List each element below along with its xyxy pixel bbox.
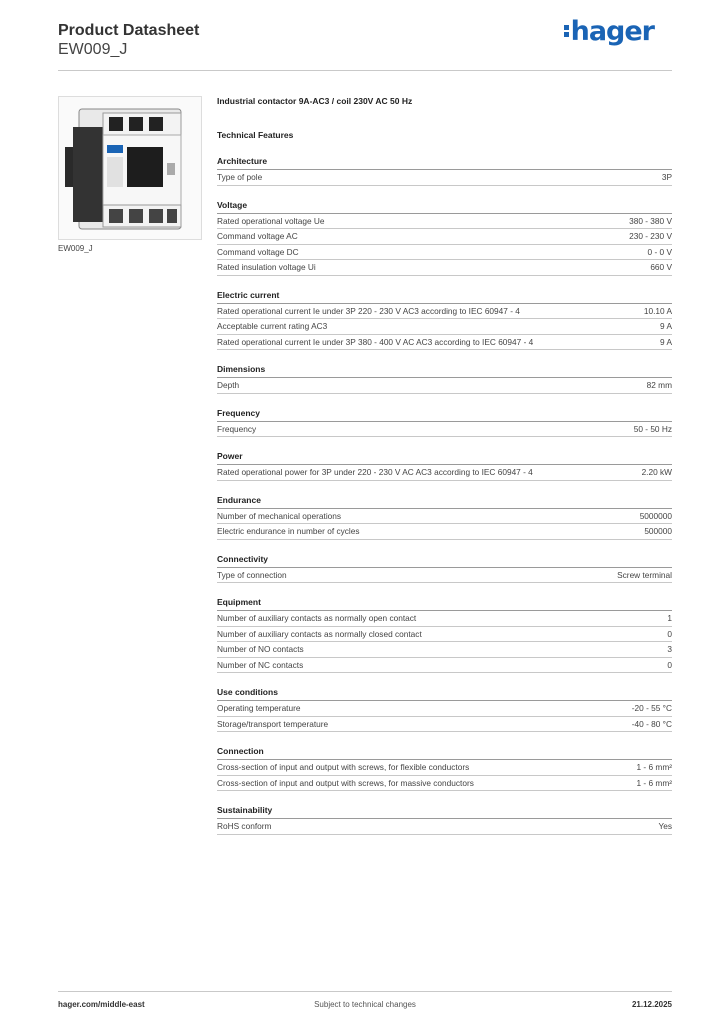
spec-label: Type of connection xyxy=(217,569,287,580)
spec-label: Cross-section of input and output with screws, for massive conductors xyxy=(217,777,474,788)
section-title: Voltage xyxy=(217,200,672,214)
spec-value: 230 - 230 V xyxy=(629,231,672,242)
spec-row xyxy=(217,304,672,320)
spec-section xyxy=(217,805,672,835)
spec-value: 1 xyxy=(667,613,672,624)
section-title: Use conditions xyxy=(217,687,672,701)
section-title: Architecture xyxy=(217,156,672,170)
product-code: EW009_J xyxy=(58,41,128,58)
spec-value: 660 V xyxy=(650,262,672,273)
spec-label: Electric endurance in number of cycles xyxy=(217,526,360,537)
footer-disclaimer: Subject to technical changes xyxy=(314,1000,416,1009)
page-footer xyxy=(58,991,672,1012)
spec-value: 82 mm xyxy=(646,380,672,391)
spec-value: 0 xyxy=(667,628,672,639)
section-title: Electric current xyxy=(217,290,672,304)
spec-row xyxy=(217,611,672,627)
spec-value: 380 - 380 V xyxy=(629,215,672,226)
spec-row xyxy=(217,627,672,643)
section-title: Sustainability xyxy=(217,805,672,819)
page-title: Product Datasheet xyxy=(58,22,200,39)
spec-label: Number of mechanical operations xyxy=(217,510,342,521)
spec-section xyxy=(217,200,672,276)
spec-label: RoHS conform xyxy=(217,821,272,832)
spec-row xyxy=(217,524,672,540)
spec-content xyxy=(217,96,672,835)
spec-label: Command voltage AC xyxy=(217,231,298,242)
spec-section xyxy=(217,746,672,791)
spec-section xyxy=(217,156,672,186)
spec-row xyxy=(217,422,672,438)
spec-value: 3P xyxy=(661,172,672,183)
logo-text: hager xyxy=(570,16,654,47)
spec-value: -40 - 80 °C xyxy=(631,718,672,729)
spec-value: Screw terminal xyxy=(617,569,672,580)
spec-row xyxy=(217,776,672,792)
footer-date: 21.12.2025 xyxy=(631,1000,672,1009)
spec-value: Yes xyxy=(658,821,672,832)
spec-sections xyxy=(217,156,672,835)
spec-value: 2.20 kW xyxy=(641,467,672,478)
spec-row xyxy=(217,760,672,776)
product-description: Industrial contactor 9A-AC3 / coil 230V AC 50 Hz xyxy=(217,96,413,106)
spec-label: Number of NO contacts xyxy=(217,644,304,655)
section-title: Frequency xyxy=(217,408,672,422)
spec-section xyxy=(217,554,672,584)
spec-label: Type of pole xyxy=(217,172,263,183)
spec-label: Rated operational current Ie under 3P 220 - 230 V AC3 according to IEC 60947 - 4 xyxy=(217,305,520,316)
spec-value: 1 - 6 mm² xyxy=(636,777,672,788)
spec-label: Rated insulation voltage Ui xyxy=(217,262,316,273)
spec-label: Frequency xyxy=(217,423,257,434)
spec-section xyxy=(217,408,672,438)
spec-row xyxy=(217,658,672,674)
spec-label: Rated operational current Ie under 3P 380 - 400 V AC AC3 according to IEC 60947 - 4 xyxy=(217,336,534,347)
spec-value: 3 xyxy=(667,644,672,655)
logo-dots-icon xyxy=(564,23,570,39)
spec-label: Storage/transport temperature xyxy=(217,718,329,729)
spec-row xyxy=(217,509,672,525)
spec-section xyxy=(217,597,672,673)
section-title: Dimensions xyxy=(217,364,672,378)
spec-label: Cross-section of input and output with screws, for flexible conductors xyxy=(217,762,470,773)
spec-section xyxy=(217,495,672,540)
spec-label: Rated operational power for 3P under 220 - 230 V AC AC3 according to IEC 60947 - 4 xyxy=(217,467,533,478)
spec-row xyxy=(217,245,672,261)
spec-row xyxy=(217,260,672,276)
spec-value: 50 - 50 Hz xyxy=(633,423,672,434)
footer-website: hager.com/middle-east xyxy=(58,1000,145,1009)
spec-value: 5000000 xyxy=(639,510,672,521)
section-title: Connection xyxy=(217,746,672,760)
contactor-illustration xyxy=(59,97,201,239)
product-image xyxy=(58,96,202,240)
spec-label: Number of NC contacts xyxy=(217,659,304,670)
page-header xyxy=(58,16,672,71)
spec-row xyxy=(217,319,672,335)
spec-value: -20 - 55 °C xyxy=(631,703,672,714)
spec-row xyxy=(217,701,672,717)
section-title: Equipment xyxy=(217,597,672,611)
spec-label: Rated operational voltage Ue xyxy=(217,215,325,226)
spec-value: 1 - 6 mm² xyxy=(636,762,672,773)
spec-row xyxy=(217,465,672,481)
spec-section xyxy=(217,290,672,351)
spec-row xyxy=(217,819,672,835)
hager-logo xyxy=(564,16,654,47)
spec-row xyxy=(217,378,672,394)
spec-value: 0 xyxy=(667,659,672,670)
spec-label: Operating temperature xyxy=(217,703,301,714)
spec-row xyxy=(217,642,672,658)
spec-label: Number of auxiliary contacts as normally open contact xyxy=(217,613,417,624)
spec-label: Depth xyxy=(217,380,240,391)
spec-label: Number of auxiliary contacts as normally closed contact xyxy=(217,628,422,639)
spec-section xyxy=(217,364,672,394)
spec-value: 9 A xyxy=(660,321,672,332)
spec-value: 10.10 A xyxy=(643,305,672,316)
section-title: Endurance xyxy=(217,495,672,509)
spec-section xyxy=(217,687,672,732)
spec-row xyxy=(217,214,672,230)
spec-value: 500000 xyxy=(644,526,672,537)
section-title: Power xyxy=(217,451,672,465)
spec-row xyxy=(217,335,672,351)
spec-row xyxy=(217,717,672,733)
spec-row xyxy=(217,568,672,584)
spec-value: 0 - 0 V xyxy=(647,246,672,257)
spec-row xyxy=(217,170,672,186)
technical-features-title: Technical Features xyxy=(217,130,294,140)
spec-value: 9 A xyxy=(660,336,672,347)
spec-section xyxy=(217,451,672,481)
spec-row xyxy=(217,229,672,245)
image-caption: EW009_J xyxy=(58,244,93,253)
section-title: Connectivity xyxy=(217,554,672,568)
spec-label: Command voltage DC xyxy=(217,246,299,257)
spec-label: Acceptable current rating AC3 xyxy=(217,321,328,332)
